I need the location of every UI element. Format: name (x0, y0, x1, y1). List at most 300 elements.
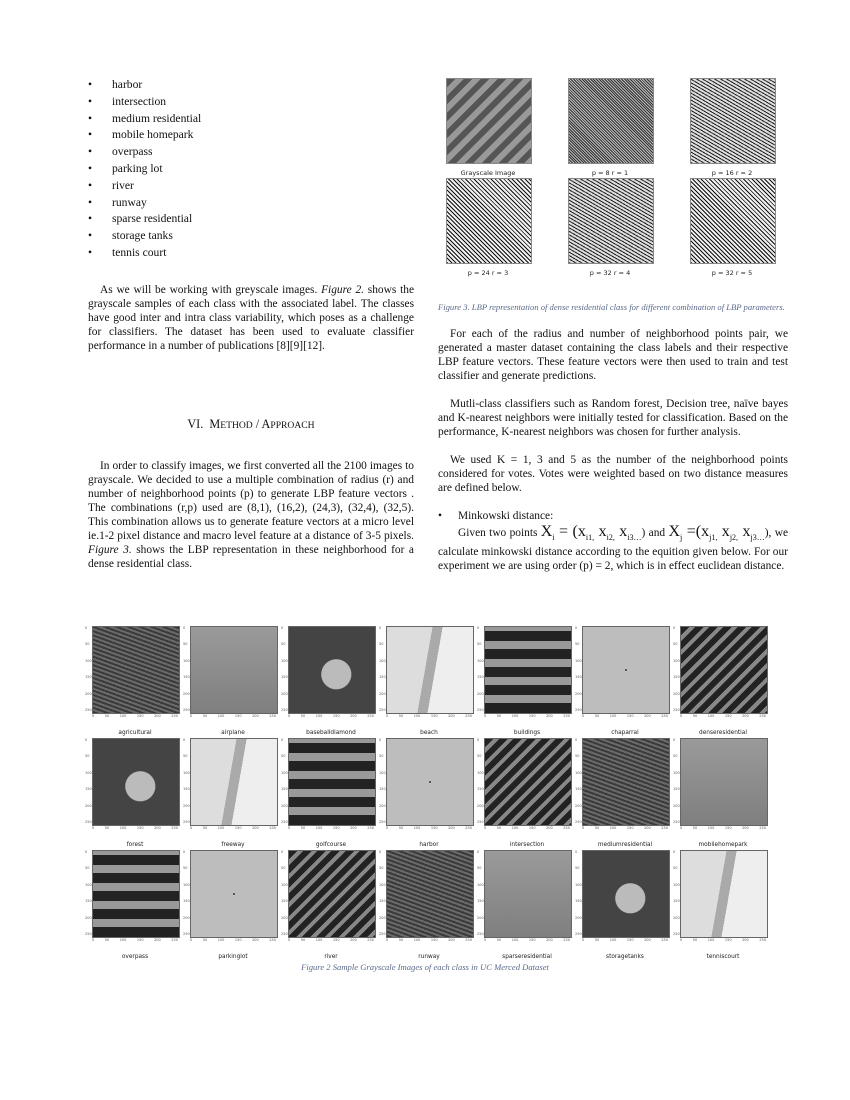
tick-label: 50 (379, 642, 384, 647)
sample-image (582, 850, 670, 938)
tick-label: 0 (183, 850, 186, 854)
sample-label: runway (418, 954, 440, 960)
tick-label: 100 (511, 826, 519, 830)
sample-image (190, 738, 278, 826)
tick-label: 50 (496, 826, 502, 830)
tick-label: 150 (430, 938, 438, 942)
y-ticks (281, 626, 287, 712)
lbp-image (568, 78, 654, 164)
tick-label: 250 (171, 826, 178, 830)
tick-label: 150 (281, 899, 288, 904)
tick-label: 250 (465, 938, 472, 942)
tick-label: 150 (281, 675, 288, 680)
x-ticks (92, 714, 178, 720)
tick-label: 50 (379, 754, 384, 759)
tick-label: 200 (546, 714, 553, 718)
tick-label: 250 (661, 938, 668, 942)
sample-image (484, 850, 572, 938)
lbp-image (446, 78, 532, 164)
tick-label: 250 (759, 938, 766, 942)
class-list-item: • overpass (88, 145, 414, 162)
tick-label: 50 (379, 866, 384, 871)
tick-label: 50 (692, 826, 698, 830)
tick-label: 100 (281, 658, 288, 663)
y-ticks (85, 738, 91, 824)
tick-label: 50 (183, 754, 188, 759)
sample-image (92, 850, 180, 938)
tick-label: 0 (92, 826, 95, 830)
right-column (438, 78, 788, 573)
tick-label: 250 (171, 714, 178, 718)
tick-label: 250 (759, 826, 766, 830)
tick-label: 50 (202, 826, 208, 830)
tick-label: 200 (281, 803, 288, 808)
tick-label: 250 (575, 707, 582, 712)
tick-label: 0 (281, 626, 284, 630)
paragraph-method: In order to classify images, we first converted all the 2100 images to grayscale. We decided to use a multiple combination of radius (r) and number of neighborhood points (p) to generate LBP feature vectors . The combinations (r,p) used are (8,1), (16,2), (24,3), (32,4), (32,5). This combination allows us to generate feature vectors at a micro level ie.1-2 pixel distance and macro level feature at a distance of 3-5 pixels. Figure 3. shows the LBP representation in these neighborhood for a dense residential class. (88, 459, 414, 570)
tick-label: 50 (300, 938, 306, 942)
paragraph-minkowski: Given two points $X_i = (x_{i1,}$ $x_{i2,}$ $x_{i3\dots}$) and $X_j =(x_{j1,}$ $x_{j2,}$ $x_{j3\dots}$), we calculate minkowski distance according to the equition given below. For our experiment we are using order (p) = 2, which is in effect euclidean distance. (438, 523, 789, 573)
tick-label: 50 (104, 938, 110, 942)
tick-label: 100 (477, 882, 484, 887)
tick-label: 100 (85, 770, 92, 775)
figure-2-caption: Figure 2 Sample Grayscale Images of each class in UC Merced Dataset (301, 962, 549, 972)
tick-label: 200 (379, 691, 386, 696)
y-ticks (281, 850, 287, 936)
tick-label: 50 (104, 714, 110, 718)
x-ticks (386, 938, 472, 944)
tick-label: 100 (315, 826, 323, 830)
tick-label: 50 (85, 642, 90, 647)
paragraph-master-dataset: For each of the radius and number of neighborhood points pair, we generated a master dataset containing the class labels and their respective LBP feature vectors. These feature vectors were then used to train and test classifier and generate predictions. (438, 328, 788, 382)
sample-image (582, 626, 670, 714)
y-ticks (379, 626, 385, 712)
tick-label: 100 (119, 826, 127, 830)
sample-image (288, 626, 376, 714)
tick-label: 150 (234, 826, 242, 830)
y-ticks (379, 850, 385, 936)
tick-label: 200 (477, 803, 484, 808)
tick-label: 250 (759, 714, 766, 718)
tick-label: 200 (546, 938, 553, 942)
tick-label: 200 (546, 826, 553, 830)
tick-label: 0 (379, 850, 382, 854)
tick-label: 150 (724, 826, 732, 830)
tick-label: 0 (183, 626, 186, 630)
tick-label: 200 (183, 691, 190, 696)
tick-label: 200 (644, 714, 651, 718)
tick-label: 50 (496, 938, 502, 942)
tick-label: 0 (673, 850, 676, 854)
x-ticks (386, 826, 472, 832)
tick-label: 100 (183, 770, 190, 775)
tick-label: 100 (379, 882, 386, 887)
tick-label: 50 (594, 938, 600, 942)
tick-label: 50 (398, 714, 404, 718)
tick-label: 250 (379, 819, 386, 824)
tick-label: 0 (575, 626, 578, 630)
tick-label: 0 (484, 714, 487, 718)
tick-label: 0 (190, 826, 193, 830)
tick-label: 0 (190, 714, 193, 718)
tick-label: 0 (85, 850, 88, 854)
tick-label: 150 (528, 826, 536, 830)
tick-label: 150 (575, 787, 582, 792)
lbp-label: p = 24 r = 3 (467, 269, 509, 277)
lbp-image (568, 178, 654, 264)
tick-label: 150 (575, 675, 582, 680)
sample-image (582, 738, 670, 826)
tick-label: 250 (673, 707, 680, 712)
x-ticks (680, 826, 766, 832)
tick-label: 50 (281, 866, 286, 871)
tick-label: 200 (379, 915, 386, 920)
tick-label: 250 (477, 707, 484, 712)
tick-label: 150 (379, 899, 386, 904)
tick-label: 100 (183, 658, 190, 663)
x-ticks (386, 714, 472, 720)
tick-label: 100 (609, 938, 617, 942)
tick-label: 100 (413, 714, 421, 718)
x-ticks (484, 826, 570, 832)
lbp-image (690, 178, 776, 264)
tick-label: 50 (183, 642, 188, 647)
class-list-item: • medium residential (88, 112, 414, 129)
sample-label: mediumresidential (597, 842, 653, 848)
tick-label: 250 (183, 707, 190, 712)
tick-label: 150 (673, 787, 680, 792)
paragraph-k-values: We used K = 1, 3 and 5 as the number of the neighborhood points considered for votes. Votes were weighted based on two distance measures are defined below. (438, 454, 788, 494)
tick-label: 250 (171, 938, 178, 942)
tick-label: 250 (575, 931, 582, 936)
sample-label: buildings (513, 730, 541, 736)
tick-label: 0 (484, 826, 487, 830)
tick-label: 250 (269, 938, 276, 942)
tick-label: 150 (183, 899, 190, 904)
tick-label: 0 (92, 714, 95, 718)
tick-label: 200 (252, 714, 259, 718)
tick-label: 200 (281, 915, 288, 920)
tick-label: 250 (661, 714, 668, 718)
sample-image (386, 738, 474, 826)
sample-label: airplane (221, 730, 245, 736)
tick-label: 100 (575, 882, 582, 887)
y-ticks (477, 738, 483, 824)
tick-label: 200 (644, 826, 651, 830)
x-ticks (582, 938, 668, 944)
y-ticks (183, 626, 189, 712)
tick-label: 200 (183, 803, 190, 808)
sample-image (484, 738, 572, 826)
y-ticks (673, 738, 679, 824)
sample-label: freeway (221, 842, 245, 848)
tick-label: 150 (281, 787, 288, 792)
tick-label: 200 (742, 714, 749, 718)
tick-label: 0 (386, 938, 389, 942)
tick-label: 50 (85, 866, 90, 871)
class-list-item: • intersection (88, 95, 414, 112)
tick-label: 250 (183, 931, 190, 936)
x-ticks (190, 826, 276, 832)
sample-image (92, 626, 180, 714)
tick-label: 250 (563, 714, 570, 718)
y-ticks (477, 850, 483, 936)
tick-label: 0 (477, 850, 480, 854)
tick-label: 200 (477, 915, 484, 920)
y-ticks (673, 850, 679, 936)
figure-3-caption: Figure 3. LBP representation of dense residential class for different combination of LBP parameters. (438, 302, 785, 312)
class-list-item: • river (88, 179, 414, 196)
figure-ref[interactable]: Figure 3. (88, 543, 132, 556)
paragraph-classifiers: Mutli-class classifiers such as Random forest, Decision tree, naïve bayes and K-nearest neighbors were initially tested for classification. Based on the performance, K-nearest neighbors was chosen for further analysis. (438, 398, 788, 438)
tick-label: 0 (673, 738, 676, 742)
tick-label: 250 (367, 938, 374, 942)
section-heading: VI. METHOD / APPROACH (187, 416, 315, 431)
tick-label: 150 (85, 787, 92, 792)
sample-label: overpass (121, 954, 149, 960)
tick-label: 200 (85, 803, 92, 808)
tick-label: 50 (594, 826, 600, 830)
tick-label: 150 (477, 675, 484, 680)
tick-label: 50 (398, 826, 404, 830)
x-ticks (288, 938, 374, 944)
tick-label: 150 (626, 938, 634, 942)
x-ticks (92, 826, 178, 832)
tick-label: 250 (281, 819, 288, 824)
tick-label: 200 (448, 714, 455, 718)
tick-label: 250 (281, 931, 288, 936)
sample-label: beach (420, 730, 438, 736)
tick-label: 100 (379, 770, 386, 775)
tick-label: 50 (202, 938, 208, 942)
x-ticks (288, 826, 374, 832)
tick-label: 0 (281, 850, 284, 854)
tick-label: 250 (673, 819, 680, 824)
tick-label: 100 (315, 714, 323, 718)
tick-label: 150 (430, 714, 438, 718)
figure-2-row (84, 736, 774, 848)
y-ticks (575, 626, 581, 712)
tick-label: 150 (528, 938, 536, 942)
tick-label: 150 (626, 826, 634, 830)
tick-label: 50 (496, 714, 502, 718)
tick-label: 200 (673, 691, 680, 696)
tick-label: 200 (575, 915, 582, 920)
paragraph-greyscale: As we will be working with greyscale images. Figure 2. shows the grayscale samples of each class with the associated label. The classes have good inter and intra class variability, which poses as a challenge for classifiers. The dataset has been used to evaluate classifier performance in a number of publications [8][9][12]. (88, 283, 414, 352)
tick-label: 100 (575, 658, 582, 663)
class-list-item: • sparse residential (88, 212, 414, 229)
tick-label: 0 (386, 714, 389, 718)
lbp-label: Grayscale Image (460, 169, 516, 177)
tick-label: 100 (673, 658, 680, 663)
y-ticks (379, 738, 385, 824)
lbp-label: p = 32 r = 4 (589, 269, 631, 277)
tick-label: 150 (626, 714, 634, 718)
tick-label: 100 (477, 658, 484, 663)
tick-label: 50 (300, 826, 306, 830)
tick-label: 250 (281, 707, 288, 712)
tick-label: 150 (136, 826, 144, 830)
tick-label: 250 (379, 707, 386, 712)
class-list-item: • parking lot (88, 162, 414, 179)
tick-label: 200 (252, 938, 259, 942)
tick-label: 50 (104, 826, 110, 830)
tick-label: 150 (332, 938, 340, 942)
tick-label: 0 (85, 738, 88, 742)
tick-label: 250 (379, 931, 386, 936)
tick-label: 200 (85, 915, 92, 920)
tick-label: 50 (673, 754, 678, 759)
y-ticks (281, 738, 287, 824)
minkowski-bullet: • Minkowski distance: (438, 510, 554, 522)
tick-label: 250 (563, 826, 570, 830)
tick-label: 200 (448, 826, 455, 830)
tick-label: 50 (477, 866, 482, 871)
tick-label: 200 (350, 938, 357, 942)
sample-label: golfcourse (315, 842, 347, 848)
tick-label: 0 (575, 738, 578, 742)
x-ticks (680, 938, 766, 944)
figure-3-lbp (438, 78, 788, 278)
sample-image (680, 738, 768, 826)
tick-label: 150 (332, 826, 340, 830)
tick-label: 100 (85, 658, 92, 663)
sample-label: harbor (419, 842, 439, 848)
sample-label: river (324, 954, 338, 960)
tick-label: 100 (281, 882, 288, 887)
sample-label: intersection (509, 842, 545, 848)
tick-label: 0 (183, 738, 186, 742)
sample-label: baseballdiamond (306, 730, 356, 736)
tick-label: 0 (190, 938, 193, 942)
tick-label: 0 (477, 738, 480, 742)
tick-label: 150 (673, 675, 680, 680)
sample-image (680, 850, 768, 938)
x-ticks (582, 714, 668, 720)
tick-label: 100 (119, 714, 127, 718)
x-ticks (484, 714, 570, 720)
tick-label: 200 (742, 826, 749, 830)
tick-label: 250 (269, 714, 276, 718)
tick-label: 100 (217, 714, 225, 718)
tick-label: 200 (742, 938, 749, 942)
tick-label: 200 (448, 938, 455, 942)
x-ticks (680, 714, 766, 720)
sample-label: agricultural (118, 730, 152, 736)
tick-label: 0 (484, 938, 487, 942)
sample-image (484, 626, 572, 714)
tick-label: 250 (575, 819, 582, 824)
tick-label: 100 (707, 938, 715, 942)
tick-label: 150 (332, 714, 340, 718)
tick-label: 0 (281, 738, 284, 742)
class-list-item: • mobile homepark (88, 128, 414, 145)
x-ticks (582, 826, 668, 832)
tick-label: 100 (673, 770, 680, 775)
figure-2-row (84, 848, 774, 960)
tick-label: 200 (85, 691, 92, 696)
tick-label: 200 (644, 938, 651, 942)
tick-label: 0 (582, 826, 585, 830)
tick-label: 250 (367, 826, 374, 830)
tick-label: 50 (692, 938, 698, 942)
tick-label: 200 (252, 826, 259, 830)
sample-image (288, 850, 376, 938)
tick-label: 250 (477, 931, 484, 936)
sample-label: storagetanks (606, 954, 644, 960)
tick-label: 250 (661, 826, 668, 830)
tick-label: 100 (673, 882, 680, 887)
tick-label: 50 (673, 642, 678, 647)
tick-label: 50 (594, 714, 600, 718)
tick-label: 0 (379, 626, 382, 630)
figure-ref[interactable]: Figure 2. (321, 283, 365, 296)
tick-label: 50 (477, 642, 482, 647)
tick-label: 150 (85, 675, 92, 680)
tick-label: 150 (234, 938, 242, 942)
lbp-image (690, 78, 776, 164)
tick-label: 50 (281, 754, 286, 759)
tick-label: 150 (183, 787, 190, 792)
tick-label: 150 (379, 787, 386, 792)
y-ticks (477, 626, 483, 712)
sample-image (680, 626, 768, 714)
tick-label: 50 (202, 714, 208, 718)
tick-label: 0 (673, 626, 676, 630)
tick-label: 150 (477, 787, 484, 792)
tick-label: 150 (379, 675, 386, 680)
tick-label: 150 (183, 675, 190, 680)
sample-image (386, 626, 474, 714)
tick-label: 200 (673, 803, 680, 808)
tick-label: 50 (281, 642, 286, 647)
tick-label: 0 (288, 938, 291, 942)
tick-label: 100 (609, 714, 617, 718)
lbp-image (446, 178, 532, 264)
tick-label: 200 (183, 915, 190, 920)
tick-label: 0 (582, 714, 585, 718)
tick-label: 100 (217, 938, 225, 942)
tick-label: 0 (575, 850, 578, 854)
tick-label: 0 (582, 938, 585, 942)
tick-label: 250 (269, 826, 276, 830)
tick-label: 150 (234, 714, 242, 718)
tick-label: 200 (379, 803, 386, 808)
tick-label: 0 (680, 714, 683, 718)
x-ticks (190, 714, 276, 720)
tick-label: 150 (724, 938, 732, 942)
tick-label: 150 (575, 899, 582, 904)
tick-label: 100 (217, 826, 225, 830)
x-ticks (190, 938, 276, 944)
tick-label: 0 (85, 626, 88, 630)
tick-label: 0 (386, 826, 389, 830)
lbp-label: p = 16 r = 2 (711, 169, 753, 177)
y-ticks (85, 626, 91, 712)
lbp-label: p = 32 r = 5 (711, 269, 753, 277)
sample-label: forest (126, 842, 144, 848)
figure-2-grid (84, 624, 774, 960)
sample-image (288, 738, 376, 826)
tick-label: 100 (183, 882, 190, 887)
tick-label: 100 (119, 938, 127, 942)
y-ticks (575, 738, 581, 824)
tick-label: 250 (85, 707, 92, 712)
lbp-label: p = 8 r = 1 (591, 169, 629, 177)
tick-label: 100 (707, 714, 715, 718)
tick-label: 0 (680, 826, 683, 830)
tick-label: 0 (477, 626, 480, 630)
